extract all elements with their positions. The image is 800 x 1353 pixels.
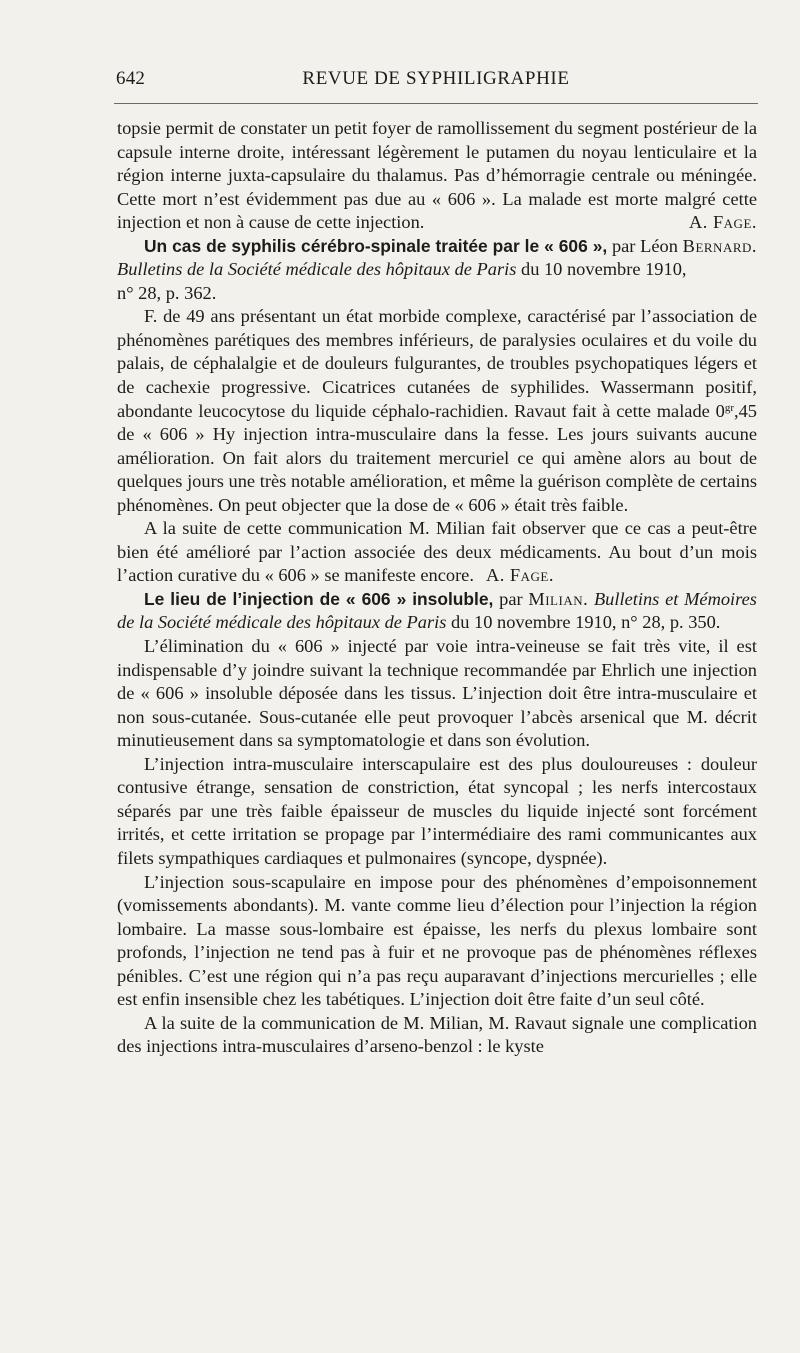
- article-title: Un cas de syphilis cérébro-spinale traitée par le « 606 »,: [144, 235, 608, 256]
- paragraph: L’injection sous-scapulaire en impose pour des phénomènes d’empoisonnement (vomissements abondants). M. vante comme lieu d’élection pour l’injection la région lombaire. La masse sous-lombaire est épaisse, les nerfs du plexus lombaire sont profonds, l’injection ne tend pas à fuir et ne provoque pas de phénomènes réflexes pénibles. C’est une région qui n’a pas reçu auparavant d’injections mercurielles ; elle est enfin insensible chez les tabétiques. L’injection doit être faite d’un seul côté.: [117, 871, 757, 1010]
- running-title: REVUE DE SYPHILIGRAPHIE: [302, 68, 570, 89]
- running-header: [116, 68, 756, 94]
- paragraph: L’injection intra-musculaire interscapulaire est des plus douloureuses : douleur contusive étrange, sensation de constriction, état syncopal ; les nerfs intercostaux séparés par une très faible épaisseur de muscles du liquide injecté sont forcément irrités, et cette irritation se propage par l’intermédiaire des rami communicantes aux filets sympathiques cardiaques et pulmonaires (syncope, dyspnée).: [117, 753, 757, 868]
- page-body: [117, 117, 757, 1059]
- paragraph: A la suite de la communication de M. Milian, M. Ravaut signale une complication des injections intra-musculaires d’arseno-benzol : le kyste: [117, 1012, 757, 1057]
- author-name: Milian.: [528, 588, 589, 609]
- paragraph: A la suite de cette communication M. Milian fait observer que ce cas a peut-être bien été amélioré par l’action associée des deux médicaments. Au bout d’un mois l’action curative du « 606 » se manifeste encore. A. Fage.: [117, 518, 757, 586]
- citation-ref: n° 28, p. 362.: [117, 282, 217, 303]
- paragraph: L’élimination du « 606 » injecté par voie intra-veineuse se fait très vite, il est indispensable d’y joindre suivant la technique recommandée par Ehrlich une injection de « 606 » insoluble déposée dans les tissus. L’injection doit être intra-musculaire et non sous-cutanée. Sous-cutanée elle peut provoquer l’abcès arsenical que M. décrit minutieusement dans sa symptomatologie et dans son évolution.: [117, 636, 757, 751]
- citation-ref: du 10 novembre 1910, n° 28, p. 350.: [451, 612, 721, 633]
- article-heading: Un cas de syphilis cérébro-spinale traitée par le « 606 », par Léon Bernard. Bulletins de la Société médicale des hôpitaux de Paris du 10 novembre 1910, n° 28, p. 362.: [117, 235, 757, 303]
- author-name: Bernard.: [682, 235, 757, 256]
- signature: A. Fage.: [688, 212, 757, 233]
- article-heading: Le lieu de l’injection de « 606 » insoluble, par Milian. Bulletins et Mémoires de la Société médicale des hôpitaux de Paris du 10 novembre 1910, n° 28, p. 350.: [117, 588, 757, 633]
- page-number: 642: [116, 68, 146, 89]
- header-rule: [114, 103, 758, 104]
- paragraph: F. de 49 ans présentant un état morbide complexe, caractérisé par l’association de phénomènes parétiques des membres inférieurs, de paralysies oculaires et du voile du palais, de céphalalgie et de douleurs fulgurantes, de troubles psychopatiques légers et de cachexie progressive. Cicatrices cutanées de syphilides. Wassermann positif, abondante leucocytose du liquide céphalo-rachidien. Ravaut fait à cette malade $0^{gr},45$ de « 606 » Hy injection intra-musculaire dans la fesse. Les jours suivants aucune amélioration. On fait alors du traitement mercuriel ce qui amène alors au bout de quelques jours une très notable amélioration, et même la guérison complète de certains phénomènes. On peut objecter que la dose de « 606 » était très faible.: [117, 306, 757, 515]
- journal-title: Bulletins et Mémoires de la Société médicale des hôpitaux de Paris: [117, 588, 757, 633]
- journal-title: Bulletins de la Société médicale des hôpitaux de Paris: [117, 259, 517, 280]
- carryover-text: topsie permit de constater un petit foyer de ramollissement du segment postérieur de la capsule interne droite, intéressant légèrement le putamen du noyau lenticulaire et la région interne juxta-capsulaire du thalamus. Pas d’hémorragie centrale ou méningée. Cette mort n’est évidemment pas due au « 606 ». La malade est morte malgré cette injection et non à cause de cette injection.: [117, 118, 757, 233]
- carryover-paragraph: [117, 117, 757, 235]
- article-title: Le lieu de l’injection de « 606 » insoluble,: [144, 588, 494, 609]
- signature: A. Fage.: [485, 565, 554, 586]
